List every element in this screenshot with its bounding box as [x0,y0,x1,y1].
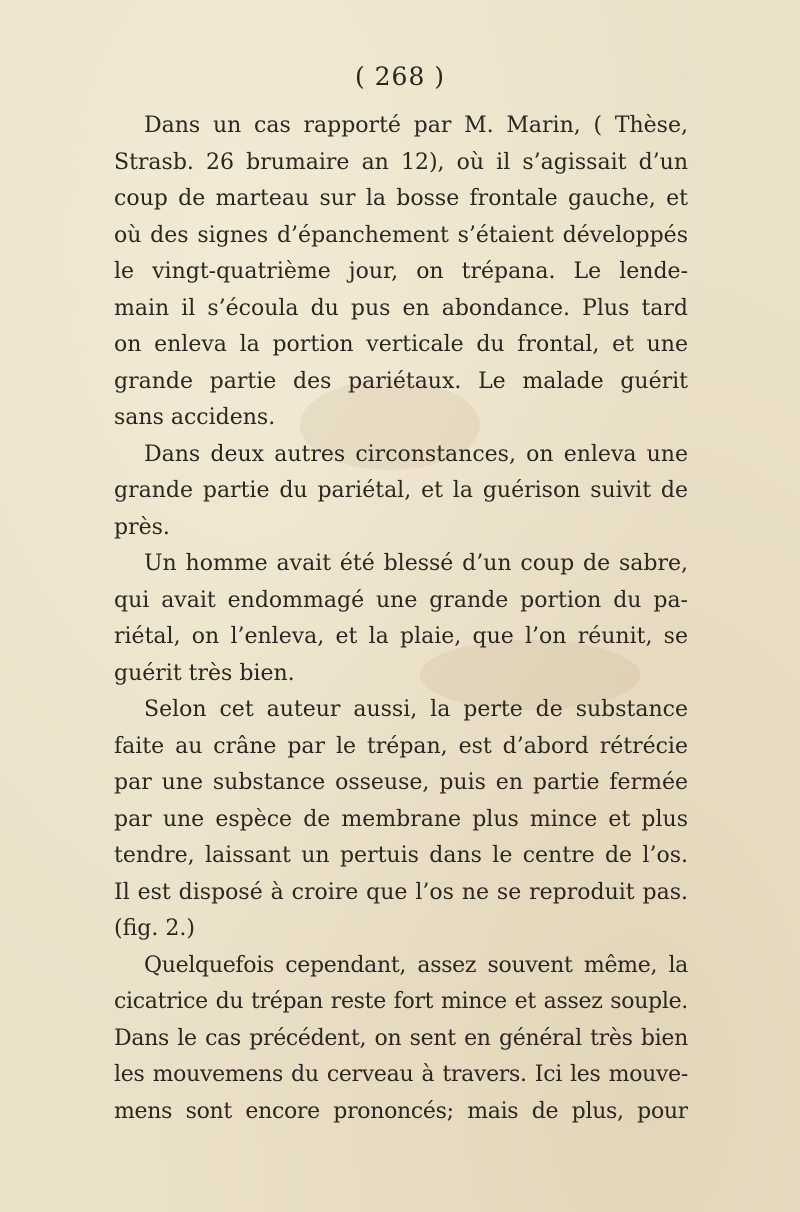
text-line: les mouvemens du cerveau à travers. Ici les mouve- [114,1062,688,1087]
text-line: par une espèce de membrane plus mince et plus [114,806,688,832]
text-line: Il est disposé à croire que l’os ne se reproduit pas. [114,879,688,905]
text-line: où des signes d’épanchement s’étaient développés [114,222,688,248]
text-line: faite au crâne par le trépan, est d’abord rétrécie [114,733,688,759]
text-line: guérit très bien. [114,660,295,686]
text-line: grande partie des pariétaux. Le malade guérit [114,368,688,394]
text-line: grande partie du pariétal, et la guérison suivit de [114,478,688,503]
text-line: mens sont encore prononcés; mais de plus, pour [114,1098,688,1124]
paragraph [114,948,688,1131]
text-line: qui avait endommagé une grande portion du pa- [114,587,688,613]
text-line: Dans un cas rapporté par M. Marin, ( Thèse, [144,113,688,138]
text-line: coup de marteau sur la bosse frontale gauche, et [114,186,688,211]
text-line: Selon cet auteur aussi, la perte de substance [144,697,688,722]
text-line: cicatrice du trépan reste fort mince et assez souple. [114,989,688,1014]
paragraph [114,692,688,948]
text-line: Dans le cas précédent, on sent en général très bien [114,1025,688,1051]
text-line: Dans deux autres circonstances, on enleva une [144,441,688,467]
body-text [114,108,688,1130]
page-number: ( 268 ) [354,62,446,91]
text-line: Un homme avait été blessé d’un coup de sabre, [144,551,688,576]
text-line: sans accidens. [114,405,276,430]
paragraph [114,437,688,547]
text-line: tendre, laissant un pertuis dans le centre de l’os. [114,843,688,868]
text-line: main il s’écoula du pus en abondance. Plus tard [114,295,688,321]
text-line: par une substance osseuse, puis en partie fermée [114,770,688,795]
text-line: le vingt-quatrième jour, on trépana. Le lende- [114,259,688,284]
text-line: près. [114,514,170,540]
paragraph [114,546,688,692]
paragraph [114,108,688,437]
text-line: (fig. 2.) [114,916,195,941]
text-line: on enleva la portion verticale du frontal, et une [114,332,688,357]
text-line: Quelquefois cependant, assez souvent même, la [144,952,688,978]
text-line: Strasb. 26 brumaire an 12), où il s’agissait d’un [114,149,688,175]
text-line: riétal, on l’enleva, et la plaie, que l’on réunit, se [114,624,688,649]
